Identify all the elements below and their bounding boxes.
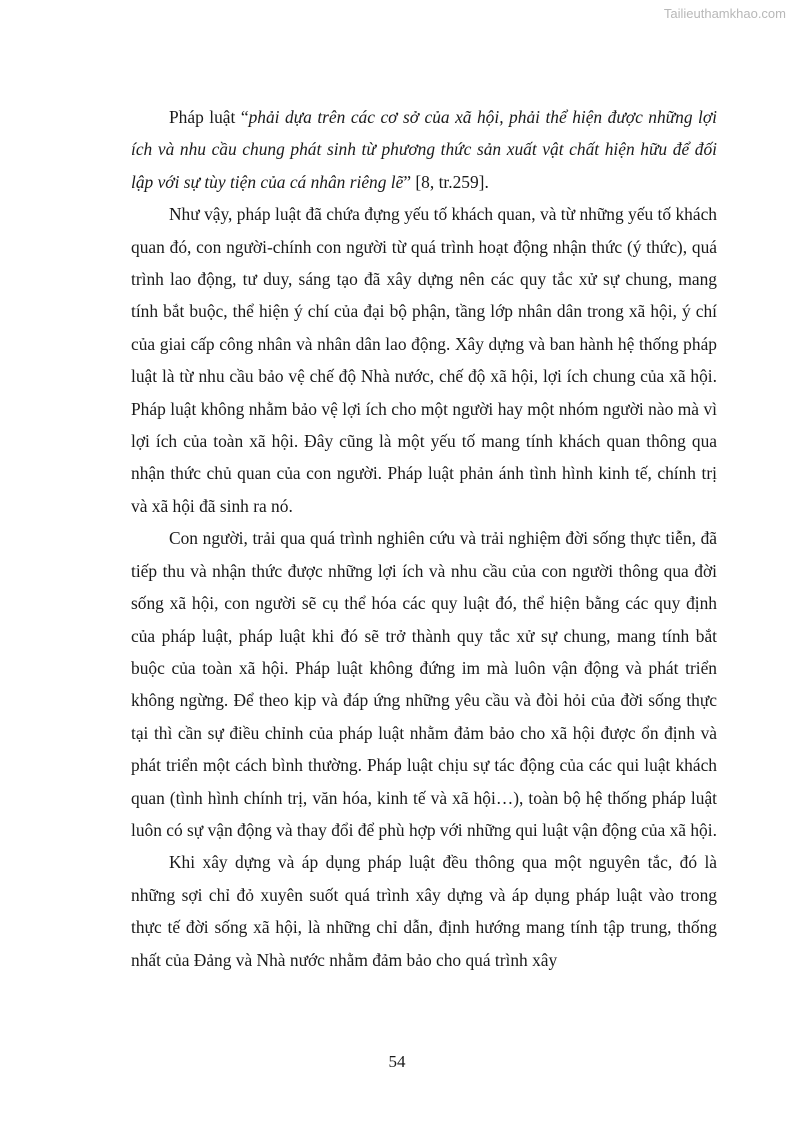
paragraph: Như vậy, pháp luật đã chứa đựng yếu tố khách quan, và từ những yếu tố khách quan đó, con người-chính con người từ quá trình hoạt động nhận thức (ý thức), quá trình lao động, tư duy, sáng tạo đã xây dựng nên các quy tắc xử sự chung, mang tính bắt buộc, thể hiện ý chí của đại bộ phận, tầng lớp nhân dân trong xã hội, ý chí của giai cấp công nhân và nhân dân lao động. Xây dựng và ban hành hệ thống pháp luật là từ nhu cầu bảo vệ chế độ Nhà nước, chế độ xã hội, lợi ích chung của xã hội. Pháp luật không nhằm bảo vệ lợi ích cho một người hay một nhóm người nào mà vì lợi ích của toàn xã hội. Đây cũng là một yếu tố mang tính khách quan thông qua nhận thức chủ quan của con người. Pháp luật phản ánh tình hình kinh tế, chính trị và xã hội đã sinh ra nó.	[131, 204, 717, 516]
watermark: Tailieuthamkhao.com	[663, 6, 786, 21]
document-body	[131, 101, 717, 976]
quote-lead: Pháp luật “	[169, 107, 249, 127]
page-number: 54	[388, 1052, 406, 1071]
quote-citation: ” [8, tr.259].	[403, 171, 489, 192]
paragraph-quote	[131, 101, 717, 198]
paragraph: Khi xây dựng và áp dụng pháp luật đều thông qua một nguyên tắc, đó là những sợi chỉ đỏ xuyên suốt quá trình xây dựng và áp dụng pháp luật vào trong thực tế đời sống xã hội, là những chỉ dẫn, định hướng mang tính tập trung, thống nhất của Đảng và Nhà nước nhằm đảm bảo cho quá trình xây	[131, 852, 717, 970]
paragraph: Con người, trải qua quá trình nghiên cứu và trải nghiệm đời sống thực tiễn, đã tiếp thu và nhận thức được những lợi ích và nhu cầu của con người thông qua đời sống xã hội, con người sẽ cụ thể hóa các quy luật đó, thể hiện bằng các quy định của pháp luật, pháp luật khi đó sẽ trở thành quy tắc xử sự chung, mang tính bắt buộc của toàn xã hội. Pháp luật không đứng im mà luôn vận động và phát triển không ngừng. Để theo kịp và đáp ứng những yêu cầu và đòi hỏi của đời sống thực tại thì cần sự điều chỉnh của pháp luật nhằm đảm bảo cho xã hội được ổn định và phát triển một cách bình thường. Pháp luật chịu sự tác động của các qui luật khách quan (tình hình chính trị, văn hóa, kinh tế và xã hội…), toàn bộ hệ thống pháp luật luôn có sự vận động và thay đổi để phù hợp với những qui luật vận động của xã hội.	[131, 528, 717, 840]
quote-text: phải dựa trên các cơ sở của xã hội, phải thể hiện được những lợi ích và nhu cầu chung phát sinh từ phương thức sản xuất vật chất hiện hữu để đối lập với sự tùy tiện của cá nhân riêng lẽ	[131, 107, 717, 192]
